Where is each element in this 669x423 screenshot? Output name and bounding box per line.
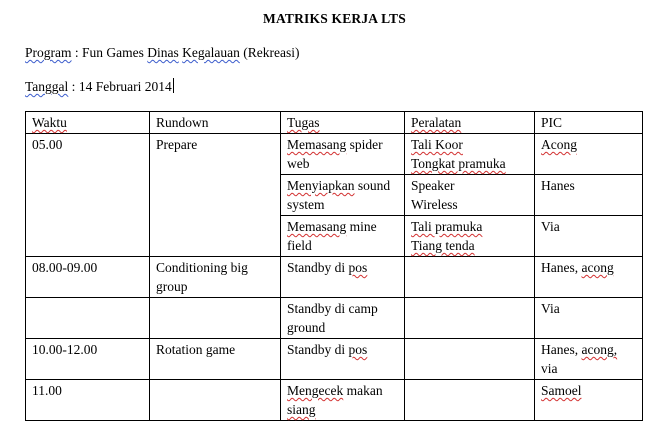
cell-peralatan [405, 380, 535, 421]
cell-peralatan [405, 339, 535, 380]
cell-peralatan [405, 298, 535, 339]
header-cell-tugas: Tugas [281, 112, 405, 134]
header-cell-waktu: Waktu [26, 112, 150, 134]
cell-tugas: Standby di pos [281, 339, 405, 380]
cell-waktu: 11.00 [26, 380, 150, 421]
cell-waktu: 05.00 [26, 134, 150, 257]
tanggal-label: Tanggal [25, 79, 69, 94]
cell-tugas: Standby di camp ground [281, 298, 405, 339]
cell-rundown: Conditioning big group [150, 257, 281, 298]
table-row [26, 339, 643, 380]
program-value-dinas: Dinas [147, 45, 179, 60]
cell-rundown: Prepare [150, 134, 281, 257]
cell-tugas: Standby di pos [281, 257, 405, 298]
program-value-start: Fun Games [82, 45, 148, 60]
cell-rundown: Rotation game [150, 339, 281, 380]
cell-tugas: Menyiapkan sound system [281, 175, 405, 216]
cell-pic: Via [535, 216, 643, 257]
header-cell-pic: PIC [535, 112, 643, 134]
tanggal-line [25, 78, 174, 95]
program-separator: : [71, 45, 83, 60]
table-row [26, 257, 643, 298]
cell-peralatan [405, 257, 535, 298]
tanggal-value: 14 Februari 2014 [78, 79, 172, 94]
program-line [25, 45, 299, 61]
cell-pic: Via [535, 298, 643, 339]
table-header-row [26, 112, 643, 134]
cell-pic: Hanes, acong [535, 257, 643, 298]
program-value-end: (Rekreasi) [239, 45, 300, 60]
cell-peralatan: Tali pramuka Tiang tenda [405, 216, 535, 257]
cell-tugas: Mengecek makan siang [281, 380, 405, 421]
table-row [26, 134, 643, 175]
cell-tugas: Memasang spider web [281, 134, 405, 175]
program-label: Program [25, 45, 72, 60]
header-cell-rundown: Rundown [150, 112, 281, 134]
table-row [26, 298, 643, 339]
cell-rundown [150, 380, 281, 421]
cell-pic: Samoel [535, 380, 643, 421]
cell-rundown [150, 298, 281, 339]
program-value-kegalauan: Kegalauan [182, 45, 240, 60]
cell-waktu: 10.00-12.00 [26, 339, 150, 380]
cell-peralatan: Speaker Wireless [405, 175, 535, 216]
cell-tugas: Memasang mine field [281, 216, 405, 257]
cell-waktu: 08.00-09.00 [26, 257, 150, 298]
header-cell-peralatan: Peralatan [405, 112, 535, 134]
cell-pic: Hanes, acong, via [535, 339, 643, 380]
cell-waktu [26, 298, 150, 339]
document-title: MATRIKS KERJA LTS [263, 11, 406, 26]
cell-peralatan: Tali Koor Tongkat pramuka [405, 134, 535, 175]
cell-pic: Hanes [535, 175, 643, 216]
cell-pic: Acong [535, 134, 643, 175]
table-row [26, 380, 643, 421]
tanggal-separator: : [68, 79, 79, 94]
work-matrix-table [25, 111, 643, 421]
text-cursor [173, 78, 174, 93]
